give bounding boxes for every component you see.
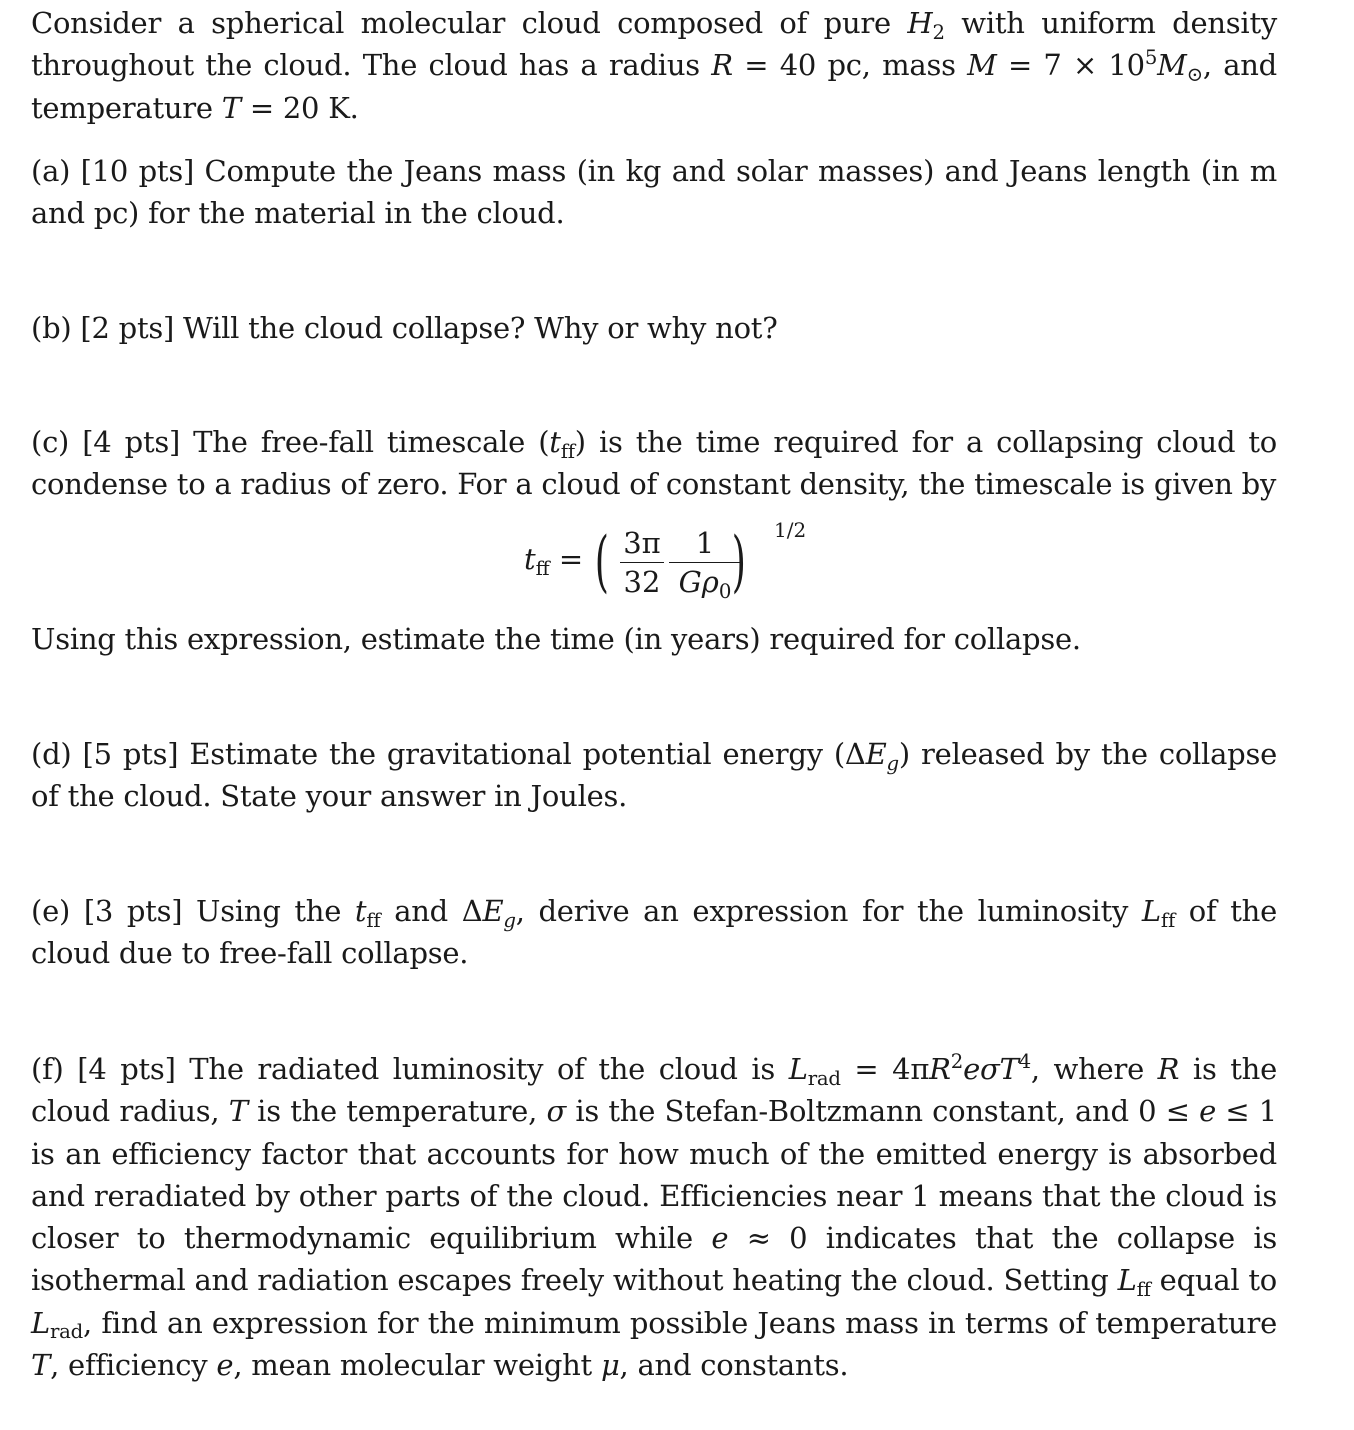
fraction-2-bar <box>669 562 741 563</box>
lff-symbol: L <box>1117 1263 1137 1298</box>
mass-symbol: M <box>967 48 997 83</box>
h2-subscript: 2 <box>932 20 945 44</box>
sigma-symbol: σ <box>546 1094 566 1129</box>
part-f-text-6: is the Stefan-Boltzmann constant, and 0 ≤ <box>565 1094 1200 1129</box>
part-d-text-2: ) released by the collapse of the cloud. State your answer in Joules. <box>31 737 1277 814</box>
solar-subscript: ⊙ <box>1186 62 1203 86</box>
part-d-text-1: (d) [5 pts] Estimate the gravitational potential energy (Δ <box>31 737 866 771</box>
tff-symbol: t <box>549 425 561 459</box>
freefall-equation <box>524 516 824 608</box>
part-c-text-1: (c) [4 pts] The free-fall timescale ( <box>31 425 550 459</box>
tff-subscript: ff <box>366 908 381 932</box>
part-e-text-2: and Δ <box>380 894 483 928</box>
radius-symbol: R <box>711 48 733 83</box>
part-c <box>31 421 1277 506</box>
fraction-1-bar <box>620 562 664 563</box>
t-symbol-2: T <box>228 1094 248 1129</box>
lrad-subscript-2: rad <box>50 1320 84 1344</box>
intro-paragraph <box>31 2 1277 129</box>
left-paren: ( <box>594 523 609 600</box>
part-d <box>31 733 1277 818</box>
eg-subscript: g <box>886 751 899 775</box>
eg-symbol: E <box>482 894 504 928</box>
t-exponent: 4 <box>1018 1050 1031 1074</box>
tff-subscript: ff <box>560 439 575 463</box>
part-f-text-13: , and constants. <box>619 1348 849 1383</box>
g-rho: Gρ <box>678 565 719 599</box>
part-e-text-3: , derive an expression for the luminosity <box>515 894 1142 928</box>
fraction-2-denominator <box>669 565 741 603</box>
part-c-followup: Using this expression, estimate the time (in years) required for collapse. <box>31 622 1081 656</box>
right-paren: ) <box>731 523 746 600</box>
equation-lhs <box>524 542 584 580</box>
intro-text-2: with uniform density throughout the cloud. The cloud has a radius <box>31 6 1277 83</box>
solar-mass-symbol: M <box>1157 48 1187 83</box>
equation-t: t <box>524 542 536 576</box>
lff-subscript: ff <box>1160 908 1176 932</box>
intro-text-5: , and temperature <box>31 48 1278 125</box>
t-symbol: T <box>999 1052 1019 1086</box>
part-f-text-9: equal to <box>1150 1263 1277 1298</box>
fraction-1-grho <box>669 526 741 603</box>
t-symbol-3: T <box>31 1348 51 1383</box>
part-a: (a) [10 pts] Compute the Jeans mass (in kg and solar masses) and Jeans length (in m and pc) for the material in the cloud. <box>31 154 1277 231</box>
part-f-text-10: , find an expression for the minimum possible Jeans mass in terms of temperature <box>83 1305 1277 1340</box>
equation-equals: = <box>549 542 584 576</box>
e-sigma-symbol: eσ <box>963 1052 1000 1086</box>
mu-symbol: μ <box>600 1348 620 1383</box>
equation-exponent: 1/2 <box>774 518 807 542</box>
part-f-text-8: ≈ 0 indicates that the collapse is isothermal and radiation escapes freely without heating the cloud. Setting <box>31 1221 1277 1298</box>
part-f-text-3: , where <box>1030 1052 1158 1086</box>
part-f-text-2: = 4π <box>840 1052 930 1086</box>
eg-symbol: E <box>865 737 887 771</box>
part-f-text-7: ≤ 1 is an efficiency factor that accounts for how much of the emitted energy is absorbed and reradiated by other parts of the cloud. Efficiencies near 1 means that the cloud is closer to thermodynamic equilibrium while <box>31 1094 1278 1256</box>
intro-text-1: Consider a spherical molecular cloud composed of pure <box>31 6 908 40</box>
r-symbol: R <box>929 1052 951 1086</box>
h2-symbol: H <box>907 6 933 40</box>
r-exponent: 2 <box>950 1050 964 1074</box>
part-f-text-11: , efficiency <box>50 1348 217 1383</box>
e-symbol-2: e <box>711 1221 729 1256</box>
temperature-symbol: T <box>221 90 241 125</box>
part-b: (b) [2 pts] Will the cloud collapse? Why or why not? <box>31 311 778 345</box>
lff-symbol: L <box>1141 894 1161 928</box>
part-c-text-2: ) is the time required for a collapsing cloud to condense to a radius of zero. For a cloud of constant density, the timescale is given by <box>31 425 1278 502</box>
fraction-1-denominator: 32 <box>623 565 661 599</box>
equation-t-subscript: ff <box>535 556 550 580</box>
part-f-text-12: , mean molecular weight <box>233 1348 601 1383</box>
rho-subscript: 0 <box>718 579 732 603</box>
part-f-text-4: is the cloud radius, <box>31 1052 1278 1129</box>
fraction-3pi-32 <box>620 526 664 599</box>
part-f-text-1: (f) [4 pts] The radiated luminosity of the cloud is <box>31 1052 789 1086</box>
intro-text-6: = 20 K. <box>240 90 359 125</box>
lrad-symbol-2: L <box>31 1305 51 1340</box>
lff-subscript: ff <box>1136 1278 1151 1301</box>
tff-symbol: t <box>354 894 367 928</box>
fraction-2-numerator: 1 <box>695 526 715 560</box>
eg-subscript: g <box>503 908 516 932</box>
r-symbol-2: R <box>1157 1052 1180 1086</box>
part-f <box>31 1048 1277 1386</box>
lrad-symbol: L <box>788 1052 808 1086</box>
part-e-text-1: (e) [3 pts] Using the <box>31 894 355 928</box>
part-e <box>31 890 1277 975</box>
intro-text-3: = 40 pc, mass <box>732 48 968 83</box>
part-f-text-5: is the temperature, <box>247 1094 547 1129</box>
lrad-subscript: rad <box>807 1066 841 1090</box>
fraction-1-numerator: 3π <box>623 526 661 560</box>
part-e-text-4: of the cloud due to free-fall collapse. <box>31 894 1277 971</box>
intro-text-4: = 7 × 10 <box>996 48 1145 83</box>
mass-exponent: 5 <box>1144 46 1158 70</box>
e-symbol-1: e <box>1199 1094 1217 1129</box>
e-symbol-3: e <box>216 1348 234 1383</box>
